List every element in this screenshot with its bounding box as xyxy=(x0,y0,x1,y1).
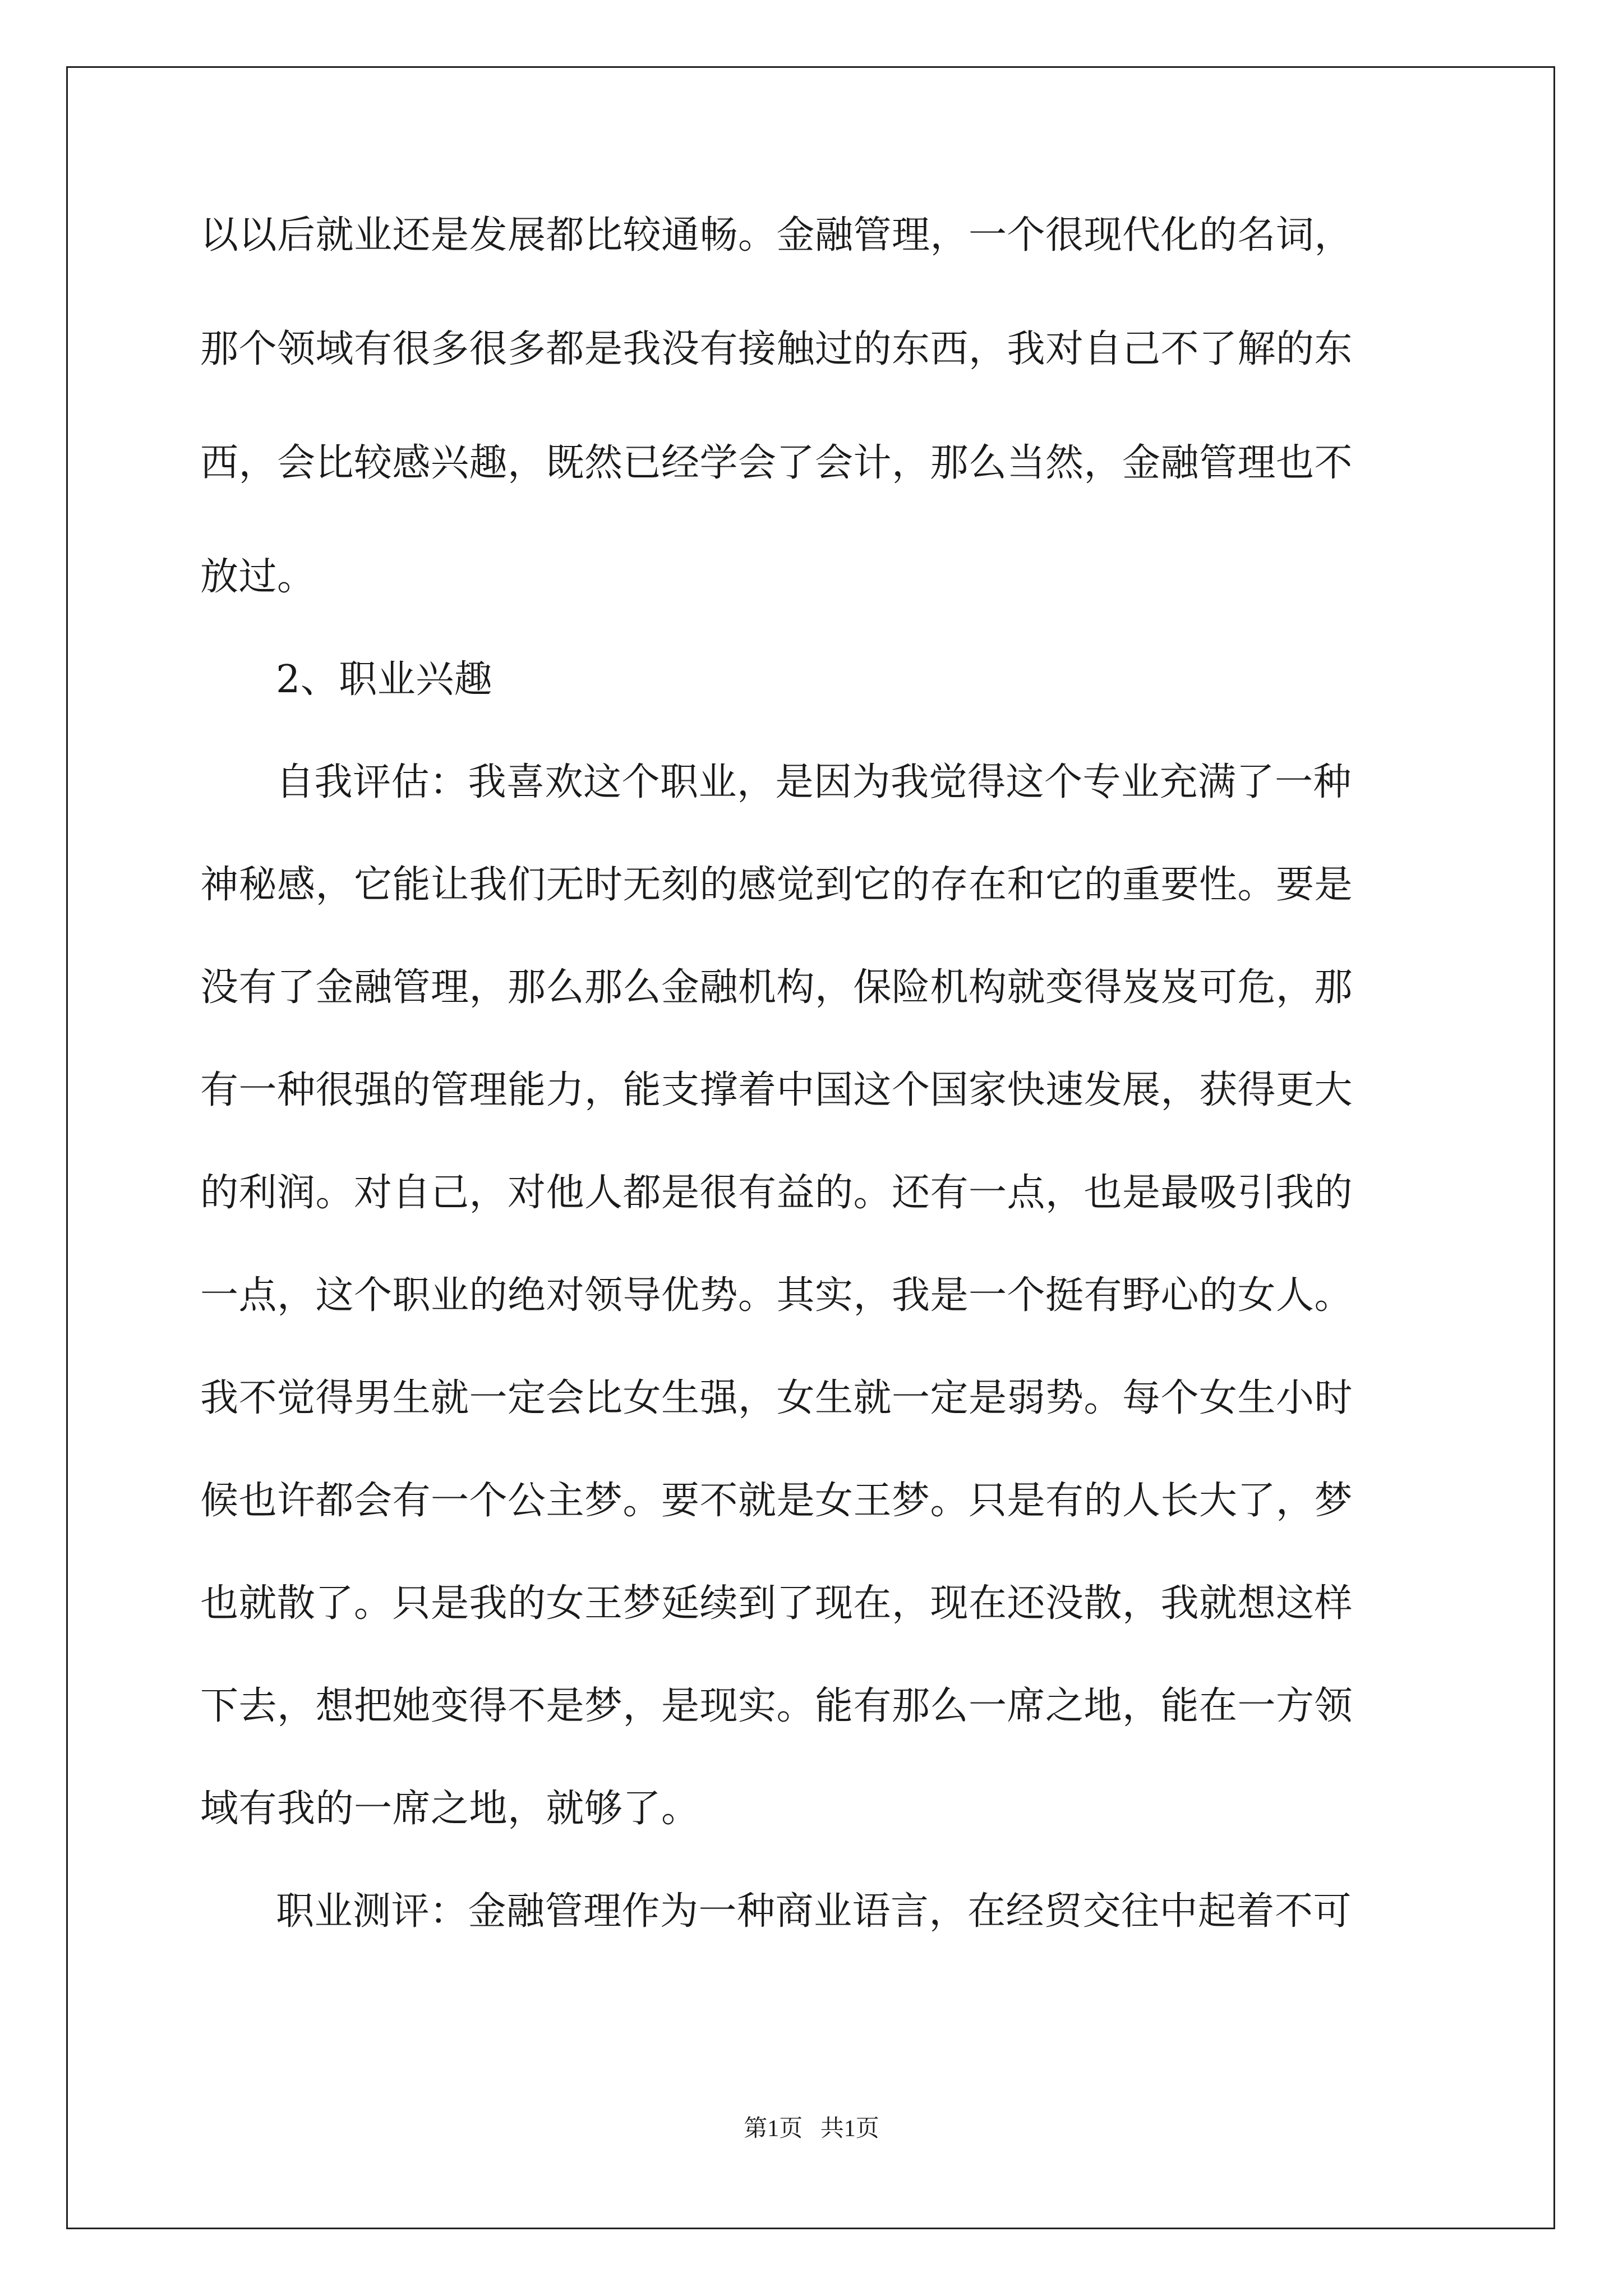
body-line-15: 下去，想把她变得不是梦，是现实。能有那么一席之地，能在一方领 xyxy=(200,1684,1353,1728)
body-line-2: 那个领域有很多很多都是我没有接触过的东西，我对自己不了解的东 xyxy=(200,327,1353,371)
body-line-4: 放过。 xyxy=(200,555,316,599)
body-line-12: 我不觉得男生就一定会比女生强，女生就一定是弱势。每个女生小时 xyxy=(200,1376,1353,1420)
body-line-3: 西，会比较感兴趣，既然已经学会了会计，那么当然，金融管理也不 xyxy=(200,441,1353,485)
body-line-8: 没有了金融管理，那么那么金融机构，保险机构就变得岌岌可危，那 xyxy=(200,965,1353,1010)
body-line-6: 自我评估：我喜欢这个职业，是因为我觉得这个专业充满了一种 xyxy=(276,760,1352,804)
body-line-11: 一点，这个职业的绝对领导优势。其实，我是一个挺有野心的女人。 xyxy=(200,1273,1353,1318)
body-line-7: 神秘感，它能让我们无时无刻的感觉到它的存在和它的重要性。要是 xyxy=(200,863,1353,907)
body-line-10: 的利润。对自己，对他人都是很有益的。还有一点，也是最吸引我的 xyxy=(200,1171,1353,1215)
body-line-16: 域有我的一席之地，就够了。 xyxy=(200,1787,700,1831)
body-line-9: 有一种很强的管理能力，能支撑着中国这个国家快速发展，获得更大 xyxy=(200,1068,1353,1112)
body-line-1: 以以后就业还是发展都比较通畅。金融管理，一个很现代化的名词， xyxy=(200,213,1353,257)
body-line-13: 候也许都会有一个公主梦。要不就是女王梦。只是有的人长大了，梦 xyxy=(200,1479,1353,1523)
body-line-17: 职业测评：金融管理作为一种商业语言，在经贸交往中起着不可 xyxy=(276,1889,1352,1934)
body-line-14: 也就散了。只是我的女王梦延续到了现在，现在还没散，我就想这样 xyxy=(200,1581,1353,1626)
page-footer: 第1页 共1页 xyxy=(744,2116,879,2142)
section-heading: 2、职业兴趣 xyxy=(276,657,493,702)
